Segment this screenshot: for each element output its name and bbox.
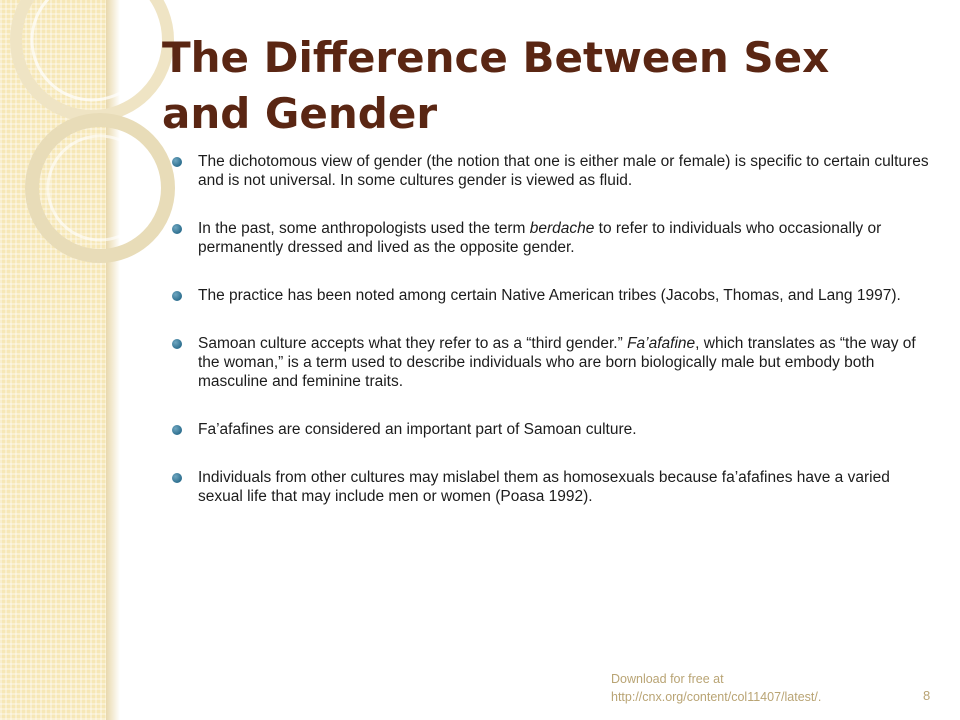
bullet-italic-term: Fa’afafine [627,335,696,352]
bullet-dot-icon [172,473,182,483]
bullet-text: The practice has been noted among certain Native American tribes (Jacobs, Thomas, and Lang 1997). [198,287,901,304]
bullet-text: , which translates as “the way of the woman,” is a term used to describe individuals who are born biologically male but embody both masculine and feminine traits. [198,335,916,390]
bullet-item [172,468,932,506]
bullet-item [172,219,932,257]
bullet-italic-term: berdache [529,220,595,237]
bullet-item [172,334,932,391]
bullet-text: Individuals from other cultures may mislabel them as homosexuals because fa’afafines have a varied sexual life that may include men or women (Poasa 1992). [198,469,890,505]
bullet-text: Samoan culture accepts what they refer to as a “third gender.” [198,335,628,352]
bullet-dot-icon [172,339,182,349]
bullet-text: In the past, some anthropologists used the term [198,220,530,237]
bullet-dot-icon [172,157,182,167]
bullet-list [172,152,932,535]
slide-title: The Difference Between Sex and Gender [162,33,830,138]
bullet-item [172,286,932,305]
bullet-dot-icon [172,425,182,435]
bullet-text: Fa’afafines are considered an important part of Samoan culture. [198,421,637,438]
footer-link[interactable]: http://cnx.org/content/col11407/latest/. [611,690,822,704]
bullet-dot-icon [172,224,182,234]
bullet-text: to refer to individuals who occasionally or permanently dressed and lived as the opposite gender. [198,220,882,256]
bullet-item [172,152,932,190]
bullet-item [172,420,932,439]
bullet-dot-icon [172,291,182,301]
bullet-text: The dichotomous view of gender (the notion that one is either male or female) is specific to certain cultures and is not universal. In some cultures gender is viewed as fluid. [198,153,929,189]
footer-note [611,670,881,706]
page-number: 8 [923,688,931,703]
footer-line-1: Download for free at [611,672,724,686]
